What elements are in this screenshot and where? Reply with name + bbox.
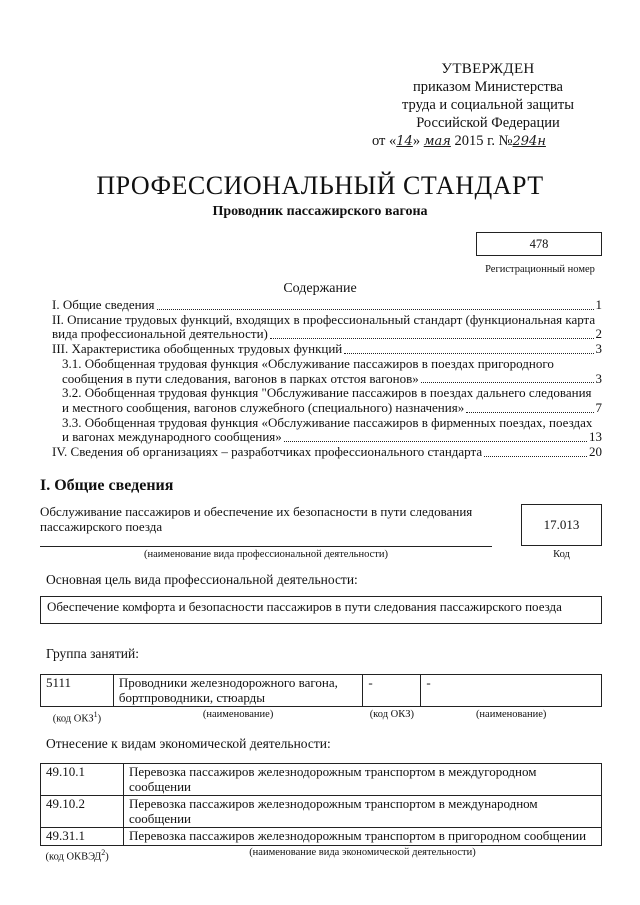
okved-name-caption: (наименование вида экономической деятельности) — [249, 846, 476, 858]
table-row — [41, 675, 602, 707]
activity-code-caption: Код — [553, 549, 570, 560]
approval-order-line — [372, 132, 604, 151]
okz-code-cell: 5111 — [41, 675, 114, 707]
order-month: мая — [423, 134, 451, 149]
activity-code-box: 17.013 — [521, 504, 602, 546]
okz-name-caption: (наименование) — [202, 709, 274, 720]
goal-box: Обеспечение комфорта и безопасности пассажиров в пути следования пассажирского поезда — [40, 596, 602, 624]
okved-name-cell: Перевозка пассажиров железнодорожным транспортом в пригородном сообщении — [123, 828, 601, 846]
table-row — [41, 764, 602, 796]
table-of-contents — [52, 298, 602, 460]
okved-code-cell: 49.10.1 — [41, 764, 124, 796]
toc-entry-3-1[interactable]: 3.1. Обобщенная трудовая функция «Обслуживание пассажиров в поездах пригородного сообщения в пути следования, вагонов в парках отстоя вагонов» 3 — [62, 355, 602, 386]
registration-number-box: 478 — [476, 232, 602, 256]
order-prefix: от « — [372, 133, 397, 149]
economic-activity-label: Отнесение к видам экономической деятельности: — [46, 736, 331, 751]
toc-entry-3[interactable]: III. Характеристика обобщенных трудовых функций 3 — [52, 341, 602, 357]
activity-underline — [40, 546, 492, 547]
okz-code-caption: (код ОКЗ$^1$) — [52, 710, 102, 725]
toc-entry-2[interactable]: II. Описание трудовых функций, входящих в профессиональный стандарт (функциональная карта вида профессиональной деятельности) 2 — [52, 311, 602, 342]
toc-heading: Содержание — [283, 281, 357, 296]
table-row — [41, 828, 602, 846]
okz-name2-caption: (наименование) — [475, 709, 547, 720]
okved-code-caption: (код ОКВЭД$^2$) — [45, 847, 109, 862]
activity-name: Обслуживание пассажиров и обеспечение их безопасности в пути следования пассажирского поезда — [40, 504, 473, 534]
goal-label: Основная цель вида профессиональной деятельности: — [46, 572, 358, 587]
okz-code2-cell: - — [363, 675, 421, 707]
table-caption-row — [41, 707, 602, 729]
activity-caption: (наименование вида профессиональной деятельности) — [144, 549, 388, 560]
table-caption-row — [41, 845, 602, 866]
okved-code-cell: 49.31.1 — [41, 828, 124, 846]
occupation-group-label: Группа занятий: — [46, 646, 139, 661]
okz-code2-caption: (код ОКЗ) — [369, 709, 415, 720]
approval-line-3: Российской Федерации — [416, 115, 560, 131]
okved-code-cell: 49.10.2 — [41, 796, 124, 828]
approval-title: УТВЕРЖДЕН — [441, 61, 535, 77]
occupation-group-table — [40, 674, 602, 728]
order-mid: » — [412, 133, 421, 149]
okved-name-cell: Перевозка пассажиров железнодорожным транспортом в международном сообщении — [123, 796, 601, 828]
order-year: 2015 г. № — [454, 133, 513, 149]
section-1-heading: I. Общие сведения — [40, 477, 174, 494]
okz-name-cell: Проводники железнодорожного вагона, бортпроводники, стюарды — [113, 675, 363, 707]
toc-entry-3-3[interactable]: 3.3. Обобщенная трудовая функция «Обслуживание пассажиров в фирменных поездах, поездах и вагонах международного сообщения» 13 — [62, 414, 602, 445]
order-day: 14 — [396, 134, 413, 149]
approval-line-2: труда и социальной защиты — [402, 97, 574, 113]
table-row — [41, 796, 602, 828]
registration-number-label: Регистрационный номер — [485, 264, 595, 275]
document-subtitle: Проводник пассажирского вагона — [212, 204, 428, 219]
economic-activity-table — [40, 763, 602, 866]
toc-entry-4[interactable]: IV. Сведения об организациях – разработчиках профессионального стандарта 20 — [52, 444, 602, 460]
toc-entry-3-2[interactable]: 3.2. Обобщенная трудовая функция "Обслуживание пассажиров в поездах дальнего следования и местного сообщения, вагонов служебного (специального) назначения» 7 — [62, 385, 602, 415]
okz-name2-cell: - — [421, 675, 602, 707]
approval-block — [372, 60, 604, 151]
okved-name-cell: Перевозка пассажиров железнодорожным транспортом в междугородном сообщении — [123, 764, 601, 796]
order-number: 294н — [512, 134, 546, 149]
approval-line-1: приказом Министерства — [413, 79, 563, 95]
toc-entry-1[interactable]: I. Общие сведения 1 — [52, 297, 602, 312]
document-title: ПРОФЕССИОНАЛЬНЫЙ СТАНДАРТ — [96, 171, 544, 200]
